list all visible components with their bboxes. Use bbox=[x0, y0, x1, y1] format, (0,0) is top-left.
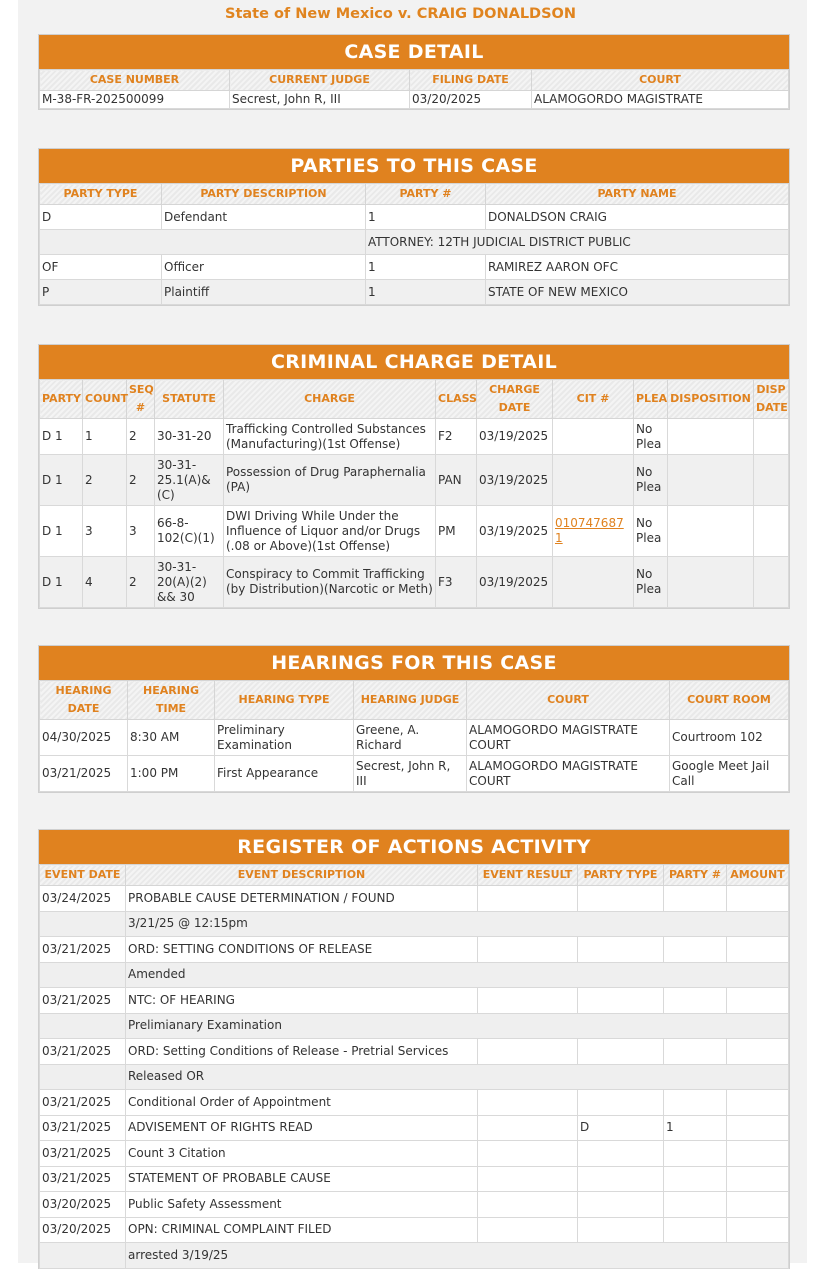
event-result bbox=[478, 1192, 578, 1218]
table-row bbox=[40, 506, 789, 557]
citation-link[interactable]: 0107476871 bbox=[555, 516, 624, 545]
col-plea: PLEA bbox=[634, 380, 668, 419]
charge-description: Conspiracy to Commit Trafficking (by Distribution)(Narcotic or Meth) bbox=[224, 557, 436, 608]
event-party-type bbox=[578, 1166, 664, 1192]
table-row bbox=[40, 230, 789, 255]
charge-count: 3 bbox=[83, 506, 127, 557]
charge-seq: 2 bbox=[127, 557, 155, 608]
table-row bbox=[40, 911, 789, 937]
col-seq: SEQ # bbox=[127, 380, 155, 419]
event-date bbox=[40, 962, 126, 988]
event-description: PROBABLE CAUSE DETERMINATION / FOUND bbox=[126, 886, 478, 912]
table-row bbox=[40, 1039, 789, 1065]
event-date: 03/21/2025 bbox=[40, 1115, 126, 1141]
event-amount bbox=[727, 1192, 789, 1218]
party-number: 1 bbox=[366, 205, 486, 230]
event-amount bbox=[727, 1115, 789, 1141]
charge-disp-date bbox=[754, 419, 789, 455]
charge-count: 2 bbox=[83, 455, 127, 506]
event-description: NTC: OF HEARING bbox=[126, 988, 478, 1014]
charge-date: 03/19/2025 bbox=[477, 455, 553, 506]
event-party-number bbox=[664, 1192, 727, 1218]
charge-plea: No Plea bbox=[634, 419, 668, 455]
event-note: 3/21/25 @ 12:15pm bbox=[126, 911, 789, 937]
event-date bbox=[40, 911, 126, 937]
party-type: OF bbox=[40, 255, 162, 280]
party-type: P bbox=[40, 280, 162, 305]
col-event-party-type: PARTY TYPE bbox=[578, 865, 664, 886]
charge-statute: 30-31-20(A)(2) && 30 bbox=[155, 557, 224, 608]
party-type: D bbox=[40, 205, 162, 230]
charge-party: D 1 bbox=[40, 419, 83, 455]
actions-heading: REGISTER OF ACTIONS ACTIVITY bbox=[39, 830, 789, 864]
event-amount bbox=[727, 1166, 789, 1192]
col-hearing-type: HEARING TYPE bbox=[215, 681, 354, 720]
charge-disposition bbox=[668, 506, 754, 557]
event-party-type bbox=[578, 1217, 664, 1243]
event-result bbox=[478, 1166, 578, 1192]
event-amount bbox=[727, 1090, 789, 1116]
charge-disposition bbox=[668, 455, 754, 506]
event-party-type bbox=[578, 1090, 664, 1116]
event-result bbox=[478, 1115, 578, 1141]
col-hearing-judge: HEARING JUDGE bbox=[354, 681, 467, 720]
hearing-time: 8:30 AM bbox=[128, 720, 215, 756]
actions-rows bbox=[40, 886, 789, 1269]
table-row bbox=[40, 962, 789, 988]
event-party-number bbox=[664, 886, 727, 912]
charge-date: 03/19/2025 bbox=[477, 506, 553, 557]
col-hearing-date: HEARING DATE bbox=[40, 681, 128, 720]
court: ALAMOGORDO MAGISTRATE bbox=[532, 91, 789, 109]
event-amount bbox=[727, 1039, 789, 1065]
event-note: Released OR bbox=[126, 1064, 789, 1090]
event-date: 03/24/2025 bbox=[40, 886, 126, 912]
col-event-date: EVENT DATE bbox=[40, 865, 126, 886]
charge-plea: No Plea bbox=[634, 557, 668, 608]
table-row bbox=[40, 1217, 789, 1243]
case-title: State of New Mexico v. CRAIG DONALDSON bbox=[225, 6, 576, 22]
actions-table bbox=[39, 864, 789, 1269]
event-result bbox=[478, 1039, 578, 1065]
charge-description: Possession of Drug Paraphernalia (PA) bbox=[224, 455, 436, 506]
charges-heading: CRIMINAL CHARGE DETAIL bbox=[39, 345, 789, 379]
charge-seq: 2 bbox=[127, 455, 155, 506]
charge-class: PAN bbox=[436, 455, 477, 506]
event-description: OPN: CRIMINAL COMPLAINT FILED bbox=[126, 1217, 478, 1243]
col-disp-date: DISP DATE bbox=[754, 380, 789, 419]
hearing-date: 03/21/2025 bbox=[40, 756, 128, 792]
charges-table bbox=[39, 379, 789, 608]
table-row bbox=[40, 1141, 789, 1167]
table-row bbox=[40, 455, 789, 506]
col-disposition: DISPOSITION bbox=[668, 380, 754, 419]
event-note: Amended bbox=[126, 962, 789, 988]
col-charge: CHARGE bbox=[224, 380, 436, 419]
event-result bbox=[478, 1090, 578, 1116]
table-row bbox=[40, 1090, 789, 1116]
event-description: Public Safety Assessment bbox=[126, 1192, 478, 1218]
col-hearing-court: COURT bbox=[467, 681, 670, 720]
charge-plea: No Plea bbox=[634, 506, 668, 557]
case-number: M-38-FR-202500099 bbox=[40, 91, 230, 109]
event-party-type bbox=[578, 1192, 664, 1218]
party-name: STATE OF NEW MEXICO bbox=[486, 280, 789, 305]
event-date bbox=[40, 1243, 126, 1269]
charge-plea: No Plea bbox=[634, 455, 668, 506]
filing-date: 03/20/2025 bbox=[410, 91, 532, 109]
table-row bbox=[40, 255, 789, 280]
charge-party: D 1 bbox=[40, 506, 83, 557]
table-row bbox=[40, 280, 789, 305]
charge-date: 03/19/2025 bbox=[477, 557, 553, 608]
charge-disp-date bbox=[754, 506, 789, 557]
charge-disposition bbox=[668, 557, 754, 608]
hearing-court-room: Google Meet Jail Call bbox=[670, 756, 789, 792]
table-row bbox=[40, 1013, 789, 1039]
charge-class: F2 bbox=[436, 419, 477, 455]
hearing-court-room: Courtroom 102 bbox=[670, 720, 789, 756]
hearing-judge: Greene, A. Richard bbox=[354, 720, 467, 756]
table-row bbox=[40, 886, 789, 912]
event-party-number bbox=[664, 1217, 727, 1243]
actions-section bbox=[38, 829, 790, 1269]
charge-description: Trafficking Controlled Substances (Manufacturing)(1st Offense) bbox=[224, 419, 436, 455]
party-description: Officer bbox=[162, 255, 366, 280]
party-number: 1 bbox=[366, 280, 486, 305]
charge-class: PM bbox=[436, 506, 477, 557]
table-row bbox=[40, 1064, 789, 1090]
event-note: Prelimianary Examination bbox=[126, 1013, 789, 1039]
col-event-result: EVENT RESULT bbox=[478, 865, 578, 886]
table-row bbox=[40, 1166, 789, 1192]
table-row bbox=[40, 1192, 789, 1218]
col-event-amount: AMOUNT bbox=[727, 865, 789, 886]
table-row bbox=[40, 1243, 789, 1269]
hearing-time: 1:00 PM bbox=[128, 756, 215, 792]
charge-statute: 30-31-20 bbox=[155, 419, 224, 455]
event-party-number bbox=[664, 1141, 727, 1167]
event-party-type: D bbox=[578, 1115, 664, 1141]
event-result bbox=[478, 1217, 578, 1243]
event-party-number bbox=[664, 988, 727, 1014]
hearing-type: First Appearance bbox=[215, 756, 354, 792]
col-hearing-time: HEARING TIME bbox=[128, 681, 215, 720]
col-party-description: PARTY DESCRIPTION bbox=[162, 184, 366, 205]
event-date: 03/21/2025 bbox=[40, 988, 126, 1014]
event-party-number bbox=[664, 1166, 727, 1192]
charge-disposition bbox=[668, 419, 754, 455]
party-name: RAMIREZ AARON OFC bbox=[486, 255, 789, 280]
charge-cit bbox=[553, 557, 634, 608]
table-row bbox=[40, 756, 789, 792]
event-description: ADVISEMENT OF RIGHTS READ bbox=[126, 1115, 478, 1141]
event-amount bbox=[727, 1217, 789, 1243]
col-count: COUNT bbox=[83, 380, 127, 419]
charge-seq: 2 bbox=[127, 419, 155, 455]
party-number: 1 bbox=[366, 255, 486, 280]
party-description: Plaintiff bbox=[162, 280, 366, 305]
party-attorney-spacer bbox=[40, 230, 366, 255]
col-party-name: PARTY NAME bbox=[486, 184, 789, 205]
event-party-type bbox=[578, 937, 664, 963]
event-description: ORD: Setting Conditions of Release - Pretrial Services bbox=[126, 1039, 478, 1065]
event-date: 03/21/2025 bbox=[40, 937, 126, 963]
hearings-table bbox=[39, 680, 789, 792]
charge-disp-date bbox=[754, 455, 789, 506]
parties-table bbox=[39, 183, 789, 305]
event-amount bbox=[727, 988, 789, 1014]
table-row bbox=[40, 91, 789, 109]
charge-statute: 30-31-25.1(A)&(C) bbox=[155, 455, 224, 506]
event-date: 03/21/2025 bbox=[40, 1166, 126, 1192]
party-name: DONALDSON CRAIG bbox=[486, 205, 789, 230]
event-description: Count 3 Citation bbox=[126, 1141, 478, 1167]
charge-count: 4 bbox=[83, 557, 127, 608]
hearing-judge: Secrest, John R, III bbox=[354, 756, 467, 792]
charge-cit bbox=[553, 419, 634, 455]
event-description: STATEMENT OF PROBABLE CAUSE bbox=[126, 1166, 478, 1192]
col-party: PARTY bbox=[40, 380, 83, 419]
event-party-type bbox=[578, 886, 664, 912]
col-cit: CIT # bbox=[553, 380, 634, 419]
event-date: 03/20/2025 bbox=[40, 1192, 126, 1218]
parties-heading: PARTIES TO THIS CASE bbox=[39, 149, 789, 183]
event-date bbox=[40, 1013, 126, 1039]
event-result bbox=[478, 988, 578, 1014]
col-statute: STATUTE bbox=[155, 380, 224, 419]
event-note: arrested 3/19/25 bbox=[126, 1243, 789, 1269]
col-event-description: EVENT DESCRIPTION bbox=[126, 865, 478, 886]
hearings-heading: HEARINGS FOR THIS CASE bbox=[39, 646, 789, 680]
hearings-section bbox=[38, 645, 790, 793]
col-filing-date: FILING DATE bbox=[410, 70, 532, 91]
page-background bbox=[18, 0, 807, 1263]
event-party-type bbox=[578, 988, 664, 1014]
charge-party: D 1 bbox=[40, 455, 83, 506]
event-amount bbox=[727, 886, 789, 912]
col-court: COURT bbox=[532, 70, 789, 91]
charge-cit bbox=[553, 455, 634, 506]
col-event-party-number: PARTY # bbox=[664, 865, 727, 886]
col-party-number: PARTY # bbox=[366, 184, 486, 205]
case-detail-table bbox=[39, 69, 789, 109]
col-party-type: PARTY TYPE bbox=[40, 184, 162, 205]
event-date: 03/20/2025 bbox=[40, 1217, 126, 1243]
table-row bbox=[40, 937, 789, 963]
hearing-type: Preliminary Examination bbox=[215, 720, 354, 756]
event-amount bbox=[727, 1141, 789, 1167]
charge-cit bbox=[553, 506, 634, 557]
charge-statute: 66-8-102(C)(1) bbox=[155, 506, 224, 557]
table-row bbox=[40, 988, 789, 1014]
event-date: 03/21/2025 bbox=[40, 1090, 126, 1116]
charge-date: 03/19/2025 bbox=[477, 419, 553, 455]
hearing-court: ALAMOGORDO MAGISTRATE COURT bbox=[467, 720, 670, 756]
table-row bbox=[40, 1115, 789, 1141]
table-row bbox=[40, 205, 789, 230]
charge-count: 1 bbox=[83, 419, 127, 455]
party-attorney: ATTORNEY: 12TH JUDICIAL DISTRICT PUBLIC bbox=[366, 230, 789, 255]
case-detail-heading: CASE DETAIL bbox=[39, 35, 789, 69]
hearing-date: 04/30/2025 bbox=[40, 720, 128, 756]
charge-description: DWI Driving While Under the Influence of Liquor and/or Drugs (.08 or Above)(1st Offense) bbox=[224, 506, 436, 557]
col-current-judge: CURRENT JUDGE bbox=[230, 70, 410, 91]
col-charge-date: CHARGE DATE bbox=[477, 380, 553, 419]
case-detail-section bbox=[38, 34, 790, 110]
col-court-room: COURT ROOM bbox=[670, 681, 789, 720]
event-description: ORD: SETTING CONDITIONS OF RELEASE bbox=[126, 937, 478, 963]
event-result bbox=[478, 1141, 578, 1167]
table-row bbox=[40, 419, 789, 455]
event-party-number bbox=[664, 937, 727, 963]
event-date: 03/21/2025 bbox=[40, 1039, 126, 1065]
charge-disp-date bbox=[754, 557, 789, 608]
event-amount bbox=[727, 937, 789, 963]
event-description: Conditional Order of Appointment bbox=[126, 1090, 478, 1116]
event-date: 03/21/2025 bbox=[40, 1141, 126, 1167]
event-result bbox=[478, 937, 578, 963]
table-row bbox=[40, 720, 789, 756]
col-case-number: CASE NUMBER bbox=[40, 70, 230, 91]
parties-section bbox=[38, 148, 790, 306]
current-judge: Secrest, John R, III bbox=[230, 91, 410, 109]
hearing-court: ALAMOGORDO MAGISTRATE COURT bbox=[467, 756, 670, 792]
charge-class: F3 bbox=[436, 557, 477, 608]
event-party-type bbox=[578, 1039, 664, 1065]
event-party-number bbox=[664, 1090, 727, 1116]
charge-party: D 1 bbox=[40, 557, 83, 608]
event-date bbox=[40, 1064, 126, 1090]
event-result bbox=[478, 886, 578, 912]
event-party-number bbox=[664, 1039, 727, 1065]
party-description: Defendant bbox=[162, 205, 366, 230]
col-class: CLASS bbox=[436, 380, 477, 419]
table-row bbox=[40, 557, 789, 608]
charges-section bbox=[38, 344, 790, 609]
event-party-type bbox=[578, 1141, 664, 1167]
event-party-number: 1 bbox=[664, 1115, 727, 1141]
charge-seq: 3 bbox=[127, 506, 155, 557]
